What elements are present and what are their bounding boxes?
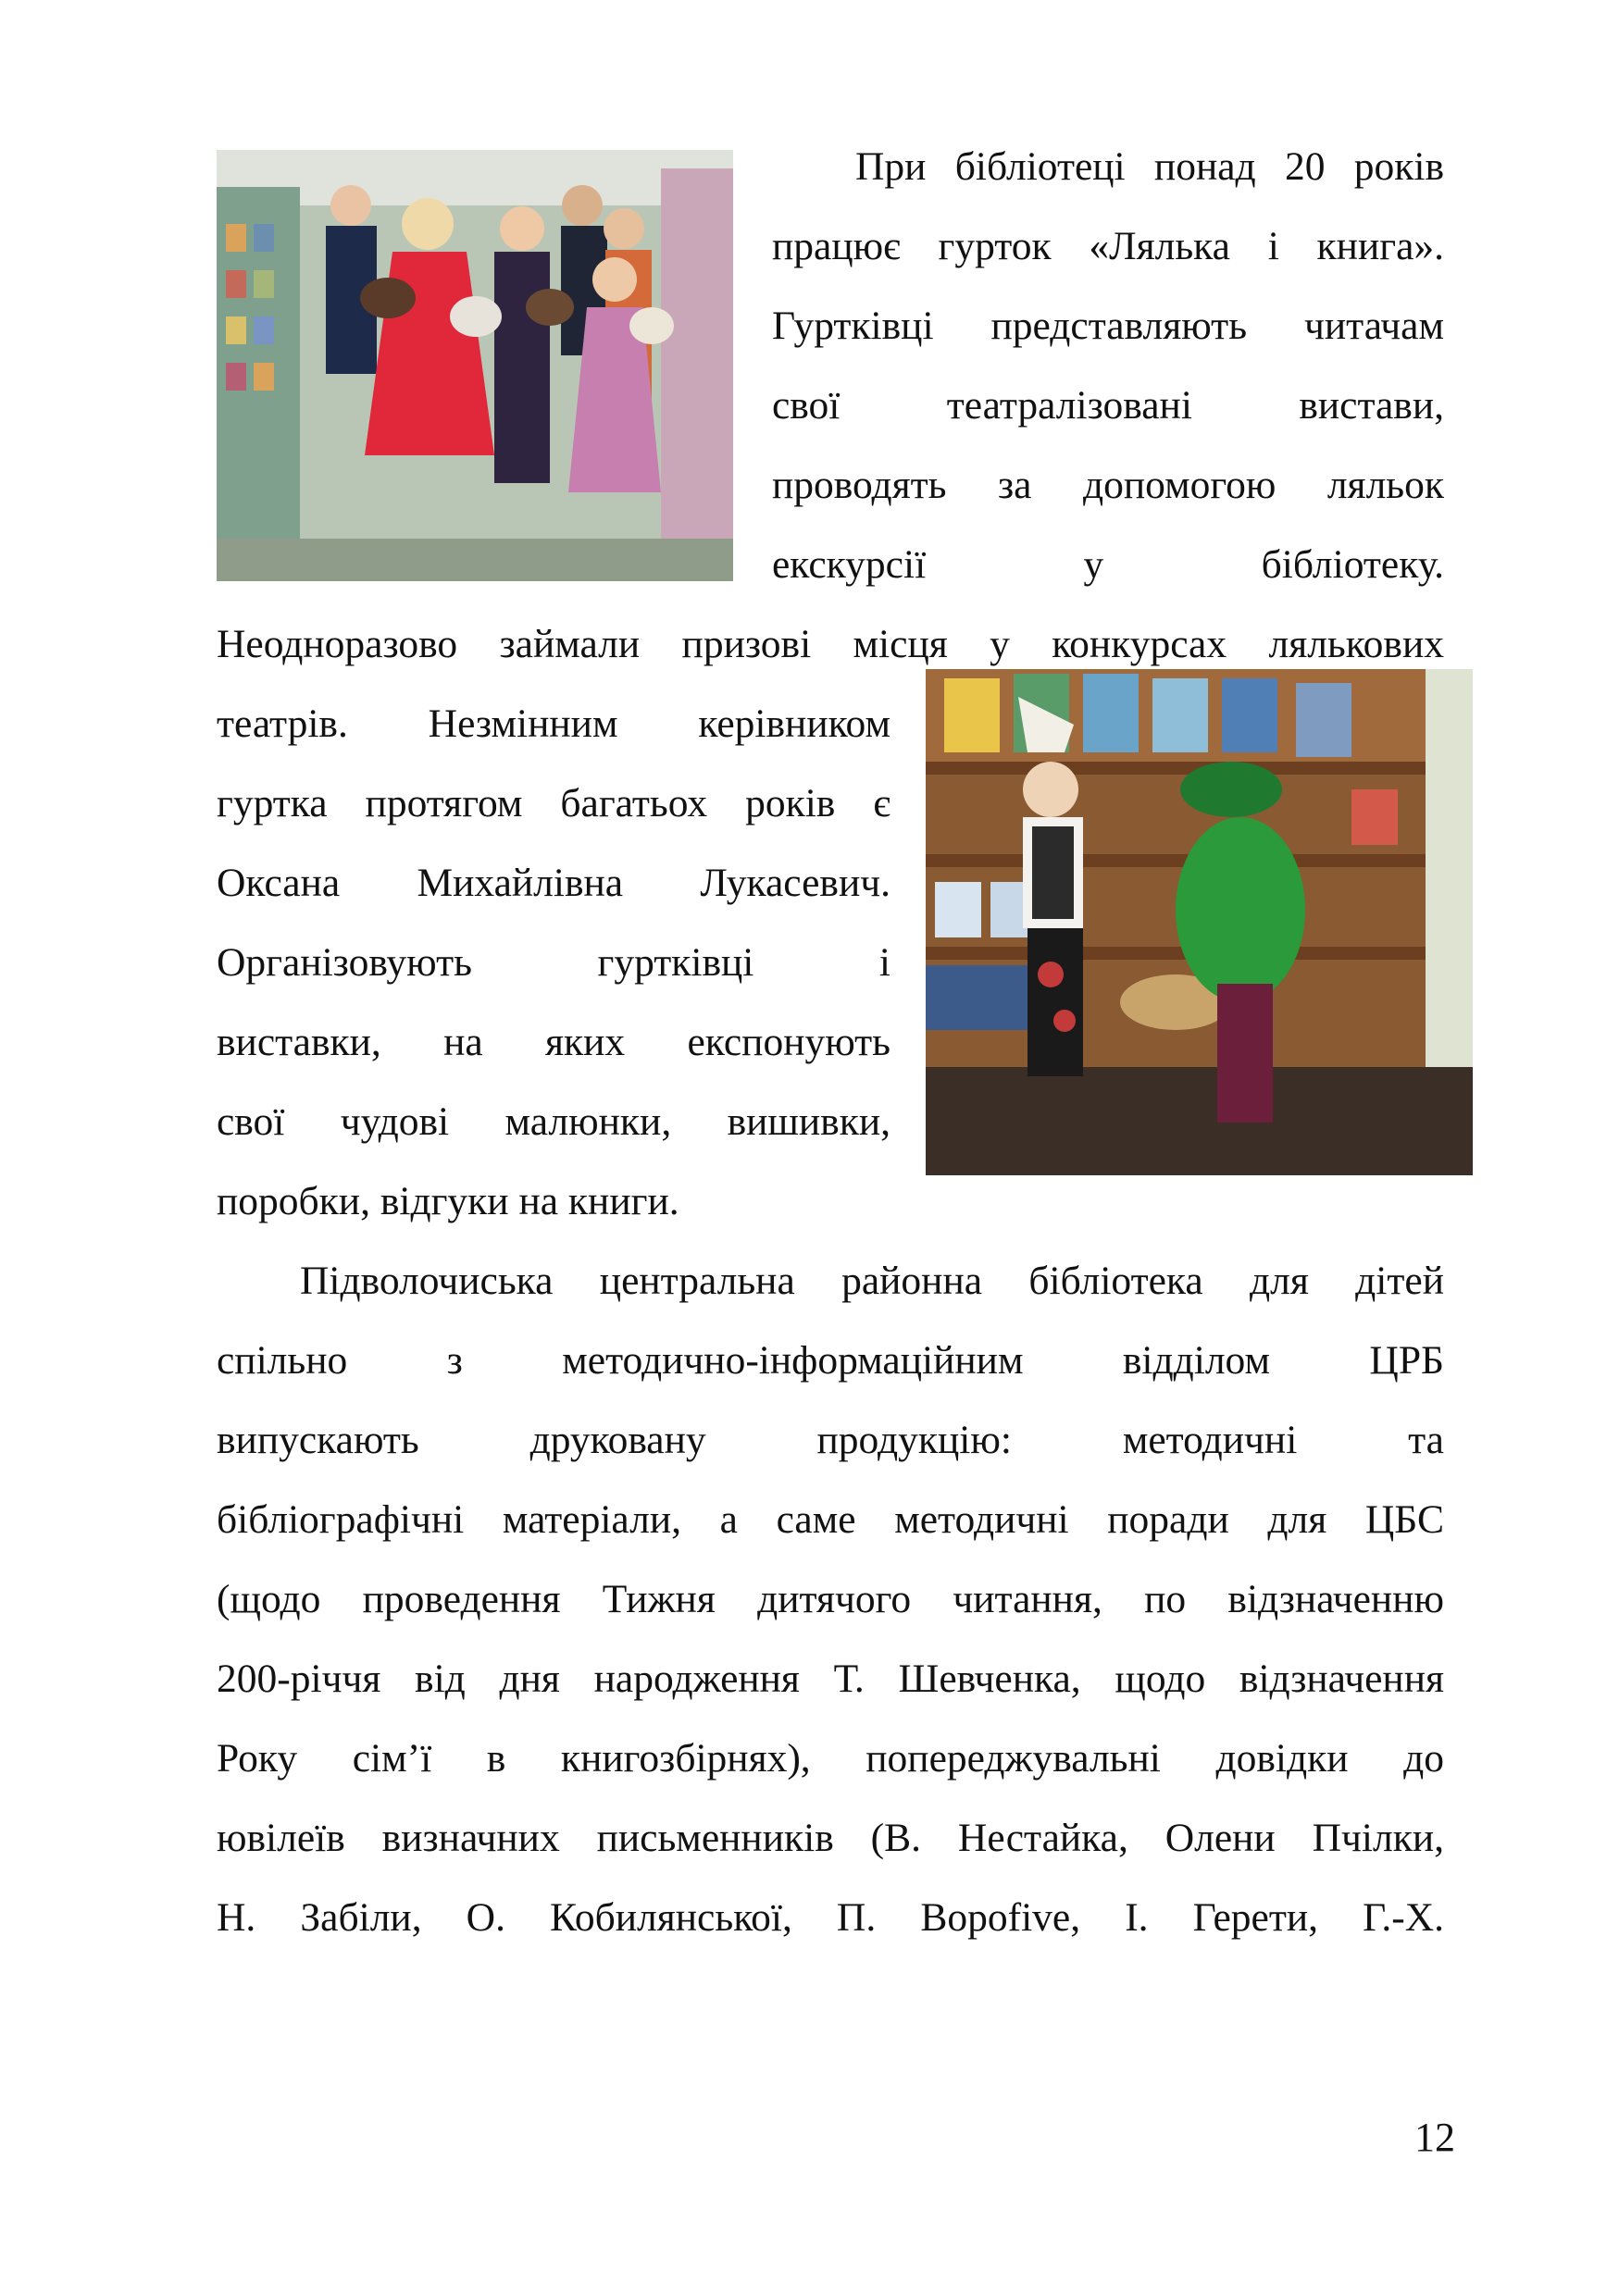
text-line: ювілеїв визначних письменників (В. Нестайка, Олени Пчілки,	[217, 1816, 1444, 1860]
puppet-club-photo	[217, 150, 733, 581]
text-line: свої чудові малюнки, вишивки,	[217, 1099, 890, 1144]
library-children-photo	[926, 669, 1473, 1175]
text-line: Підволочиська центральна районна бібліотека для дітей	[300, 1259, 1444, 1303]
text-line: Року сім’ї в книгозбірнях), попереджувальні довідки до	[217, 1736, 1444, 1781]
text-line: працює гурток «Лялька і книга».	[772, 224, 1444, 268]
text-line: Оксана Михайлівна Лукасевич.	[217, 861, 890, 905]
text-line: виставки, на яких експонують	[217, 1020, 890, 1064]
page-number: 12	[1414, 2115, 1455, 2160]
text-line: проводять за допомогою ляльок	[772, 463, 1444, 507]
text-line: поробки, відгуки на книги.	[217, 1179, 679, 1223]
text-line: гуртка протягом багатьох років є	[217, 781, 890, 825]
text-line: спільно з методично-інформаційним відділом ЦРБ	[217, 1338, 1444, 1383]
text-line: Організовують гуртківці і	[217, 940, 890, 985]
text-line: екскурсії у бібліотеку.	[772, 542, 1444, 587]
text-line: Н. Забіли, О. Кобилянської, П. Вороfive, І. Герети, Г.-Х.	[217, 1895, 1444, 1940]
text-line: 200-річчя від дня народження Т. Шевченка, щодо відзначення	[217, 1657, 1444, 1701]
text-line: свої театралізовані вистави,	[772, 383, 1444, 428]
text-line: бібліографічні матеріали, а саме методичні поради для ЦБС	[217, 1497, 1444, 1542]
text-line: При бібліотеці понад 20 років	[855, 144, 1444, 189]
text-line: театрів. Незмінним керівником	[217, 701, 890, 746]
text-line: Неодноразово займали призові місця у конкурсах лялькових	[217, 622, 1444, 666]
text-line: (щодо проведення Тижня дитячого читання, по відзначенню	[217, 1577, 1444, 1621]
text-line: випускають друковану продукцію: методичні та	[217, 1418, 1444, 1462]
text-line: Гуртківці представляють читачам	[772, 304, 1444, 348]
